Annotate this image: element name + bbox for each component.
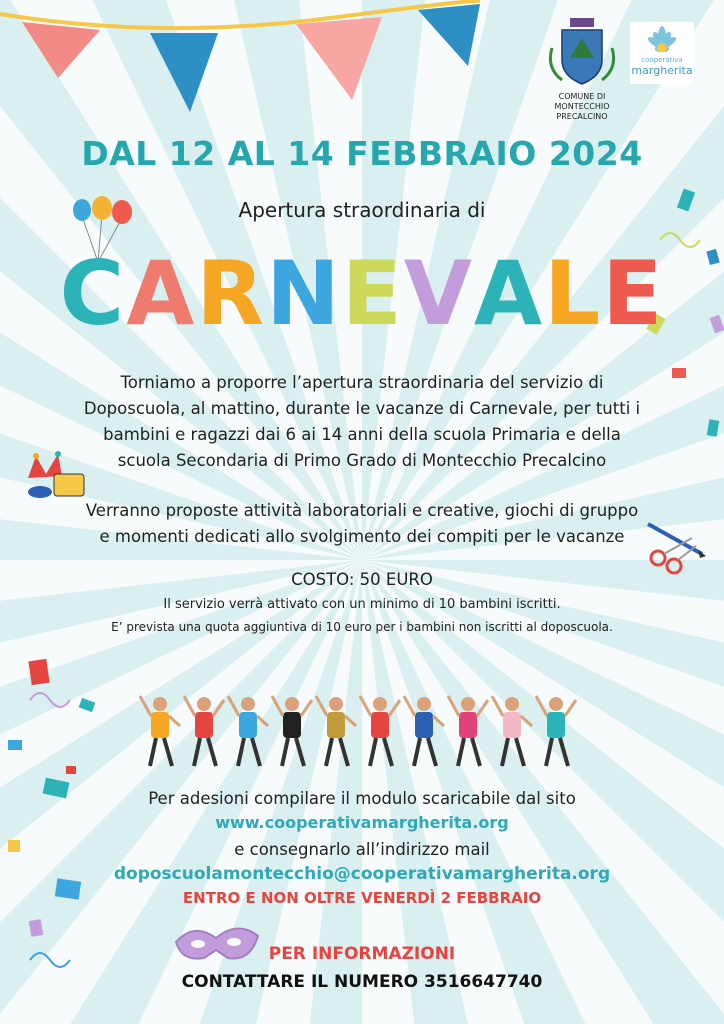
confetti-piece <box>8 740 22 750</box>
intro-paragraph <box>0 370 724 474</box>
intro-line: Doposcuola, al mattino, durante le vacanze di Carnevale, per tutti i <box>83 399 641 418</box>
title-letter: C <box>59 242 127 345</box>
title-letter: A <box>474 242 545 345</box>
cooperativa-label: cooperativa <box>641 56 683 64</box>
streamer <box>30 693 70 707</box>
confetti-piece <box>28 659 49 685</box>
event-title <box>0 244 724 344</box>
delivery-instruction: e consegnarlo all’indirizzo mail <box>234 840 490 859</box>
title-letter: N <box>266 242 342 345</box>
title-letter: R <box>196 242 267 345</box>
cooperativa-name: margherita <box>631 64 693 77</box>
intro-line: scuola Secondaria di Primo Grado di Montecchio Precalcino <box>117 451 607 470</box>
info-heading: PER INFORMAZIONI <box>268 944 456 964</box>
email-link[interactable]: doposcuolamontecchio@cooperativamargherita.org <box>113 864 611 884</box>
cost: COSTO: 50 EURO <box>291 570 433 589</box>
extra-fee-note: E’ prevista una quota aggiuntiva di 10 euro per i bambini non iscritti al doposcuola. <box>111 620 613 634</box>
title-letter: L <box>544 242 603 345</box>
minimum-note: Il servizio verrà attivato con un minimo di 10 bambini iscritti. <box>163 597 561 612</box>
comune-name: COMUNE DI MONTECCHIO PRECALCINO <box>554 92 610 121</box>
title-letter: V <box>403 242 475 345</box>
signup-instruction: Per adesioni compilare il modulo scaricabile dal sito <box>148 789 576 808</box>
confetti-piece <box>79 698 96 712</box>
activities-line: e momenti dedicati allo svolgimento dei compiti per le vacanze <box>99 527 625 546</box>
title-letter: A <box>126 242 197 345</box>
event-dates: DAL 12 AL 14 FEBBRAIO 2024 <box>81 134 643 173</box>
title-letter: E <box>341 242 404 345</box>
activities-line: Verranno proposte attività laboratoriali e creative, giochi di gruppo <box>85 501 639 520</box>
deadline: ENTRO E NON OLTRE VENERDÌ 2 FEBBRAIO <box>182 889 542 907</box>
confetti-piece <box>66 766 76 774</box>
event-subtitle: Apertura straordinaria di <box>238 198 486 222</box>
activities-paragraph <box>0 498 724 550</box>
confetti-piece <box>29 919 44 937</box>
intro-line: Torniamo a proporre l’apertura straordinaria del servizio di <box>120 373 604 392</box>
intro-line: bambini e ragazzi dai 6 ai 14 anni della scuola Primaria e della <box>103 425 621 444</box>
title-letter: E <box>602 242 665 345</box>
website-link[interactable]: www.cooperativamargherita.org <box>215 813 509 832</box>
contact-phone: CONTATTARE IL NUMERO 3516647740 <box>181 972 543 992</box>
